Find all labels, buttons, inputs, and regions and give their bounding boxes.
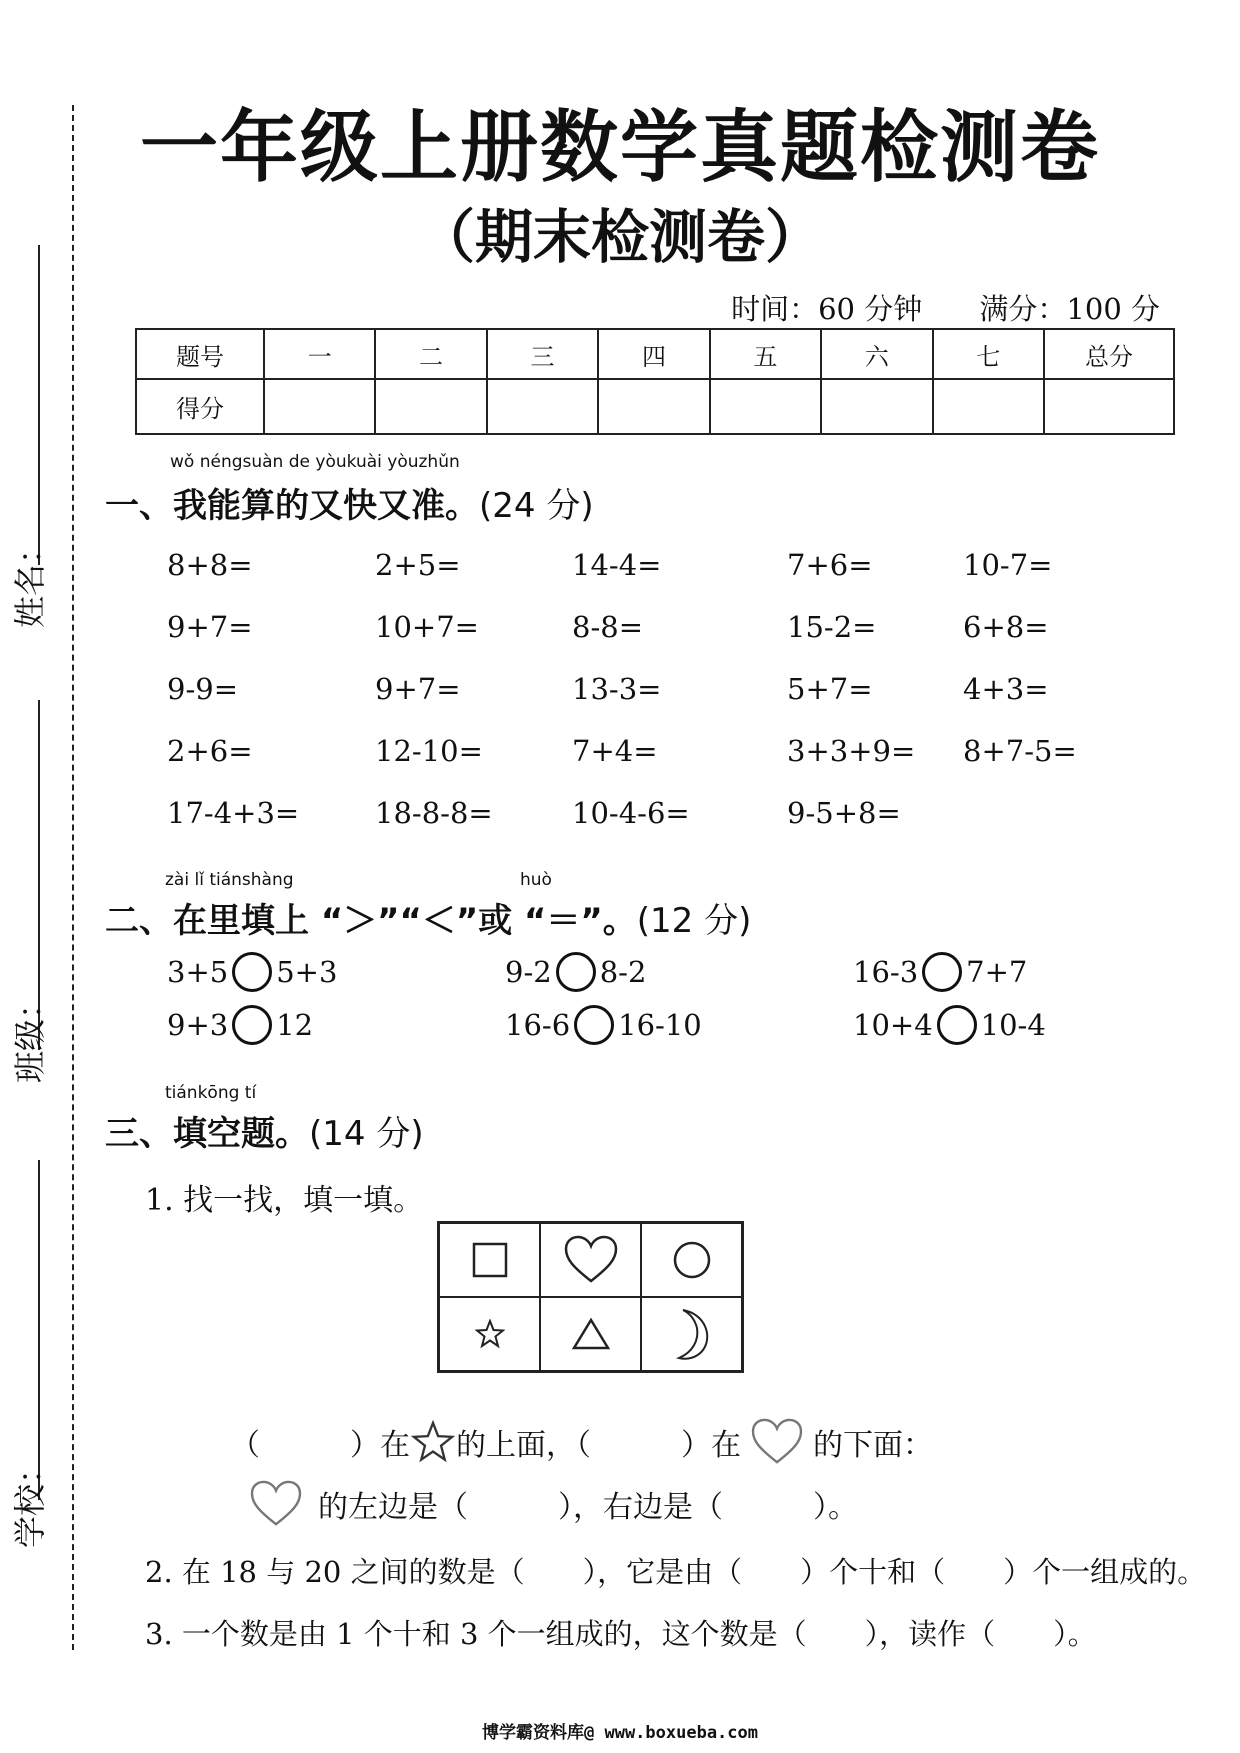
- comparison-item: [853, 1005, 1046, 1045]
- circle-icon: [671, 1239, 713, 1281]
- score-input-cell[interactable]: [598, 379, 709, 434]
- question-2: 2. 在 18 与 20 之间的数是（ ），它是由（ ）个十和（ ）个一组成的。: [145, 1555, 1207, 1589]
- answer-circle[interactable]: [232, 1005, 272, 1045]
- star-icon: [410, 1420, 456, 1464]
- section3-title: [105, 1106, 424, 1155]
- arithmetic-problem: 10+7=: [375, 610, 479, 644]
- heart-icon: [563, 1235, 619, 1285]
- score-input-cell[interactable]: [487, 379, 598, 434]
- section3-pinyin: tiánkōng tí: [165, 1083, 257, 1103]
- page-subtitle: （期末检测卷）: [416, 203, 823, 271]
- arithmetic-problem: 5+7=: [787, 672, 873, 706]
- arithmetic-problem: 9-5+8=: [787, 796, 901, 830]
- school-label: 学校：: [11, 1451, 49, 1548]
- arithmetic-problem: 15-2=: [787, 610, 877, 644]
- q1-line1-part-b: 的上面，（ ）在: [456, 1428, 741, 1463]
- comparison-right: 5+3: [276, 955, 338, 989]
- arithmetic-problem: 2+6=: [167, 734, 253, 768]
- arithmetic-problem: 13-3=: [572, 672, 662, 706]
- arithmetic-problem: 10-4-6=: [572, 796, 690, 830]
- comparison-left: 3+5: [167, 955, 229, 989]
- comparison-right: 7+7: [966, 955, 1028, 989]
- question-1: 1. 找一找，填一填。: [145, 1183, 424, 1218]
- arithmetic-problem: 3+3+9=: [787, 734, 916, 768]
- score-input-cell[interactable]: [1044, 379, 1174, 434]
- section3-points: (14 分): [309, 1114, 424, 1154]
- footer-watermark: 博学霸资料库@ www.boxueba.com: [482, 1723, 758, 1743]
- section2-title-text: 二、在里填上 “＞”“＜”或 “＝”。: [105, 901, 637, 941]
- binding-dashed-line: [72, 105, 74, 1650]
- comparison-item: [167, 1005, 313, 1045]
- answer-circle[interactable]: [556, 952, 596, 992]
- grid-cell: [641, 1223, 742, 1297]
- answer-circle[interactable]: [922, 952, 962, 992]
- score-table-cell: 四: [598, 329, 709, 379]
- grid-cell: [540, 1223, 641, 1297]
- score-table-cell: 一: [264, 329, 375, 379]
- name-rule: [38, 245, 40, 565]
- arithmetic-problem: 7+6=: [787, 548, 873, 582]
- score-table: [135, 328, 1175, 435]
- arithmetic-problem: 4+3=: [963, 672, 1049, 706]
- question-1-line-2: [248, 1480, 858, 1528]
- arithmetic-problem: 8-8=: [572, 610, 643, 644]
- score-input-cell[interactable]: [375, 379, 486, 434]
- comparison-item: [853, 952, 1027, 992]
- comparison-left: 16-6: [505, 1008, 571, 1042]
- score-input-cell[interactable]: [821, 379, 932, 434]
- score-input-cell[interactable]: [264, 379, 375, 434]
- arithmetic-problem: 9+7=: [167, 610, 253, 644]
- arithmetic-problem: 9+7=: [375, 672, 461, 706]
- score-table-cell: 三: [487, 329, 598, 379]
- score-table-score-row: [136, 379, 1174, 434]
- comparison-item: [167, 952, 337, 992]
- square-icon: [470, 1240, 510, 1280]
- question-1-line-1: [230, 1418, 933, 1466]
- comparison-right: 16-10: [618, 1008, 702, 1042]
- score-table-cell: 得分: [136, 379, 264, 434]
- exam-meta: [683, 287, 1160, 328]
- grid-cell: [641, 1297, 742, 1371]
- score-table-cell: 题号: [136, 329, 264, 379]
- arithmetic-problem: 6+8=: [963, 610, 1049, 644]
- comparison-item: [505, 1005, 702, 1045]
- section1-points: (24 分): [479, 486, 594, 526]
- arithmetic-problem: 8+8=: [167, 548, 253, 582]
- score-table-cell: 总分: [1044, 329, 1174, 379]
- answer-circle[interactable]: [574, 1005, 614, 1045]
- score-input-cell[interactable]: [710, 379, 821, 434]
- page-title: 一年级上册数学真题检测卷: [139, 103, 1100, 193]
- arithmetic-problem: 12-10=: [375, 734, 483, 768]
- section2-pinyin-huo: huò: [520, 870, 552, 890]
- star-icon: [475, 1319, 505, 1349]
- section1-title-text: 一、我能算的又快又准。: [105, 486, 479, 526]
- q1-line1-part-c: 的下面：: [813, 1428, 933, 1463]
- score-table-cell: 七: [933, 329, 1044, 379]
- section2-title: [105, 893, 751, 942]
- comparison-right: 12: [276, 1008, 314, 1042]
- grid-cell: [439, 1223, 540, 1297]
- q1-line2-text: 的左边是（ ），右边是（ ）。: [318, 1490, 858, 1525]
- grid-cell: [540, 1297, 641, 1371]
- section3-title-text: 三、填空题。: [105, 1114, 309, 1154]
- shape-grid: [437, 1221, 744, 1373]
- arithmetic-problem: 8+7-5=: [963, 734, 1077, 768]
- grid-cell: [439, 1297, 540, 1371]
- question-3: 3. 一个数是由 1 个十和 3 个一组成的，这个数是（ ），读作（ ）。: [145, 1617, 1097, 1651]
- arithmetic-problem: 18-8-8=: [375, 796, 493, 830]
- heart-icon: [248, 1480, 304, 1528]
- answer-circle[interactable]: [937, 1005, 977, 1045]
- school-rule: [38, 1160, 40, 1500]
- score-table-cell: 五: [710, 329, 821, 379]
- section2-pinyin: zài lǐ tiánshàng: [165, 870, 294, 890]
- q1-line1-part-a: （ ）在: [230, 1428, 410, 1463]
- time-limit: 时间：60 分钟: [731, 292, 923, 326]
- class-label: 班级：: [11, 986, 49, 1083]
- arithmetic-problem: 2+5=: [375, 548, 461, 582]
- section2-points: (12 分): [636, 901, 752, 941]
- answer-circle[interactable]: [232, 952, 272, 992]
- comparison-left: 9-2: [505, 955, 552, 989]
- arithmetic-problem: 7+4=: [572, 734, 658, 768]
- moon-icon: [667, 1306, 717, 1362]
- name-label: 姓名：: [11, 531, 49, 628]
- triangle-icon: [571, 1317, 611, 1351]
- comparison-right: 10-4: [980, 1008, 1046, 1042]
- arithmetic-problem: 9-9=: [167, 672, 238, 706]
- score-table-cell: 六: [821, 329, 932, 379]
- comparison-left: 9+3: [167, 1008, 229, 1042]
- arithmetic-problem: 17-4+3=: [167, 796, 300, 830]
- comparison-item: [505, 952, 646, 992]
- section1-title: [105, 478, 594, 527]
- score-table-header-row: [136, 329, 1174, 379]
- full-score: 满分：100 分: [979, 292, 1160, 326]
- score-table-cell: 二: [375, 329, 486, 379]
- comparison-left: 10+4: [853, 1008, 933, 1042]
- section1-pinyin: wǒ néngsuàn de yòukuài yòuzhǔn: [170, 452, 460, 472]
- comparison-left: 16-3: [853, 955, 919, 989]
- comparison-right: 8-2: [599, 955, 647, 989]
- arithmetic-problem: 14-4=: [572, 548, 662, 582]
- arithmetic-problem: 10-7=: [963, 548, 1053, 582]
- heart-icon: [749, 1418, 805, 1466]
- score-input-cell[interactable]: [933, 379, 1044, 434]
